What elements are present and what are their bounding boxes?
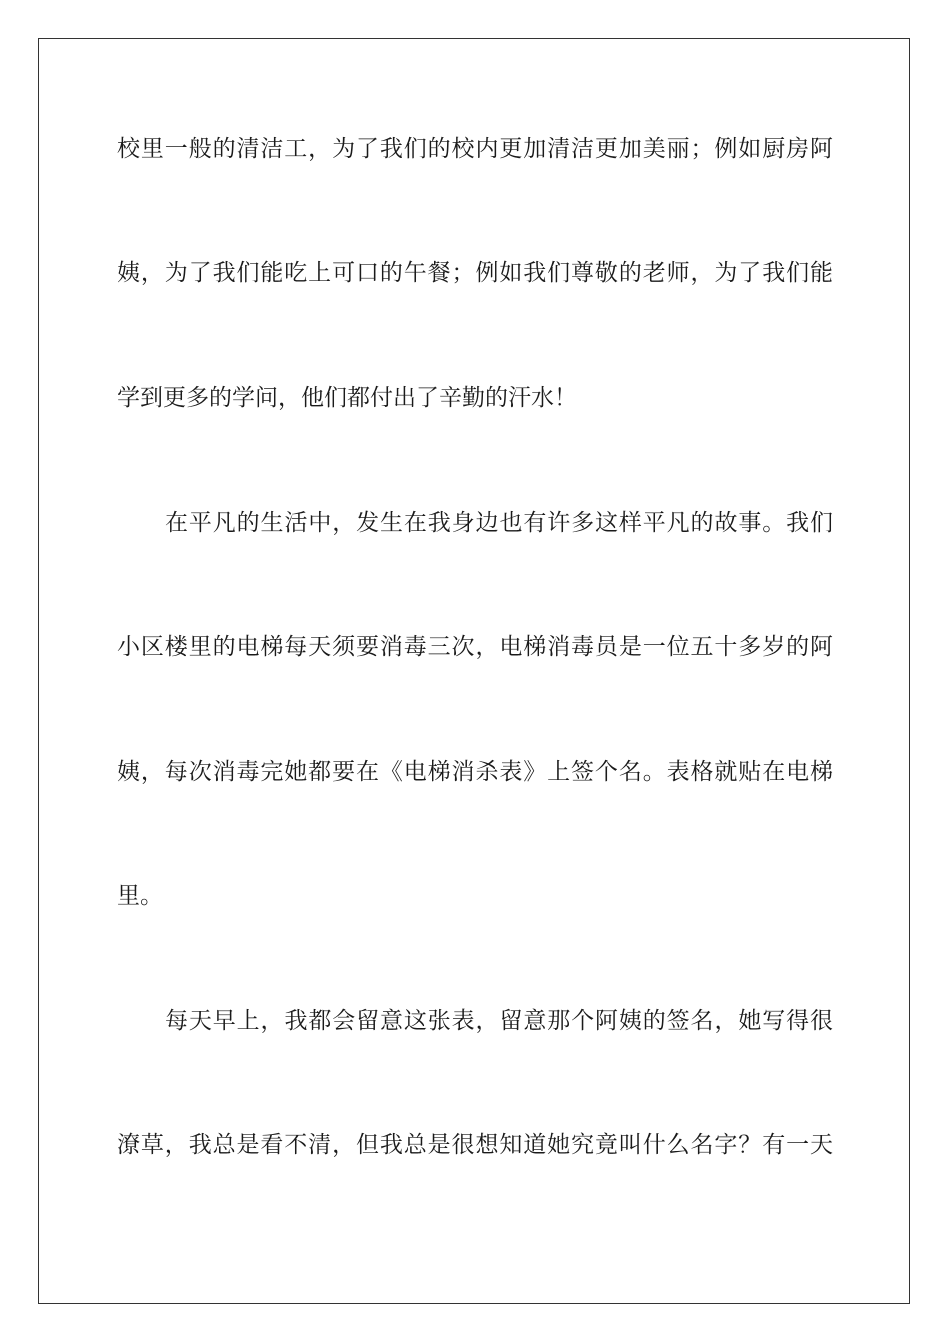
- text-line-4: 在平凡的生活中，发生在我身边也有许多这样平凡的故事。我们: [165, 510, 833, 536]
- text-line-1: 校里一般的清洁工，为了我们的校内更加清洁更加美丽；例如厨房阿: [117, 136, 833, 162]
- text-line-5: 小区楼里的电梯每天须要消毒三次，电梯消毒员是一位五十多岁的阿: [117, 634, 833, 660]
- text-line-3: 学到更多的学问，他们都付出了辛勤的汗水！: [117, 385, 577, 411]
- text-line-7: 里。: [117, 883, 163, 909]
- page-border: [38, 38, 910, 1304]
- text-line-9: 潦草，我总是看不清，但我总是很想知道她究竟叫什么名字？有一天: [117, 1132, 833, 1158]
- text-line-8: 每天早上，我都会留意这张表，留意那个阿姨的签名，她写得很: [165, 1008, 833, 1034]
- text-line-6: 姨，每次消毒完她都要在《电梯消杀表》上签个名。表格就贴在电梯: [117, 759, 833, 785]
- text-line-2: 姨，为了我们能吃上可口的午餐；例如我们尊敬的老师，为了我们能: [117, 260, 833, 286]
